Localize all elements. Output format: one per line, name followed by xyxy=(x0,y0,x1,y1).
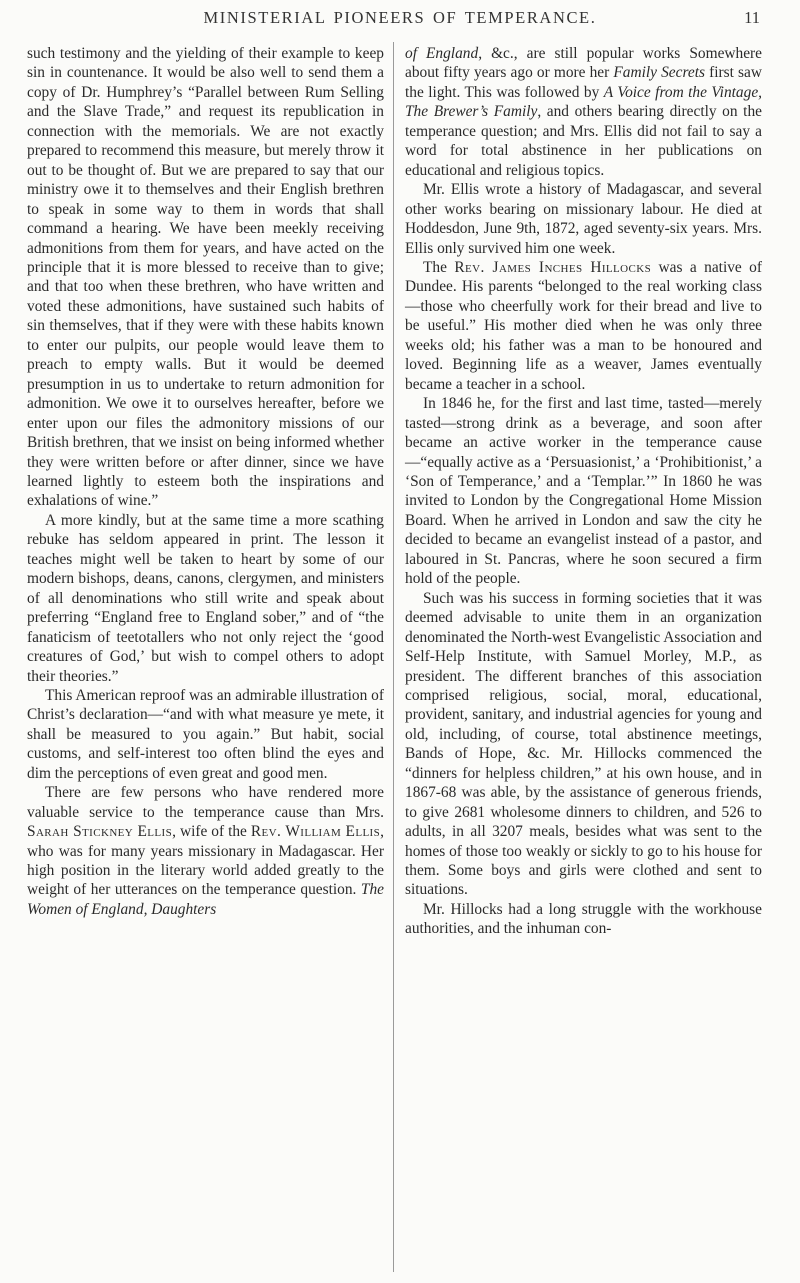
person-name: Rev. William Ellis xyxy=(250,823,381,841)
column-divider xyxy=(393,42,394,1272)
paragraph xyxy=(405,44,762,180)
paragraph: A more kindly, but at the same time a more scathing rebuke has seldom appeared in print. The lesson it teaches might well be taken to heart by some of our modern bishops, deans, canons, clergymen, and ministers of all denominations who still write and speak about preferring “England free to England sober,” and of “the fanaticism of teetotallers who not only reject the ‘good creatures of God,’ but wish to compel others to adopt their theories.” xyxy=(27,511,384,685)
text-run: first saw the light. This was followed by xyxy=(405,64,762,101)
person-name: Sarah Stickney Ellis xyxy=(27,823,173,841)
paragraph: Mr. Ellis wrote a history of Madagascar, and several other works bearing on missionary labour. He died at Hoddesdon, June 9th, 1872, aged seventy-six years. Mrs. Ellis only survived him one week. xyxy=(405,181,762,257)
text-run: There are few persons who have rendered more valuable service to the temperance cause than Mrs. xyxy=(27,784,384,821)
book-title: The Women of England, Daughters xyxy=(27,881,384,918)
page-number: 11 xyxy=(744,8,760,27)
text-run: , who was for many years missionary in Madagascar. Her high position in the literary world added greatly to the weight of her utterances on the temperance question. xyxy=(27,823,385,899)
text-run: , &c., are still popular works Somewhere about fifty years ago or more her xyxy=(405,45,762,82)
paragraph: Mr. Hillocks had a long struggle with the workhouse authorities, and the inhuman con- xyxy=(405,900,762,938)
person-name: Rev. James Inches Hillocks xyxy=(454,258,652,276)
book-title: of England xyxy=(405,45,479,62)
book-title: A Voice from the Vintage, The Brewer’s Family xyxy=(405,83,762,121)
text-run: , wife of the xyxy=(172,823,251,841)
paragraph: such testimony and the yielding of their example to keep sin in countenance. It would be also well to send them a copy of Dr. Humphrey’s “Parallel between Rum Selling and the Slave Trade,” and request its republication in connection with the memorials. We are not exactly prepared to recommend this measure, but merely throw it out to be thought of. But we are prepared to say that our ministry owe it to themselves and their English brethren to speak in some way to them in words that shall command a hearing. We have been meekly receiving admonitions from them for years, and have acted on the principle that it is more blessed to receive than to give; and that too when these brethren, who have written and voted these admonitions, have sustained such habits of sin themselves, that if they were with these habits known to enter our pulpits, our people would leave them to preach to empty walls. But it would be deemed presumption in us to undertake to return admonition for admonition. We owe it to ourselves hereafter, before we enter upon our files the admonitory missions of our British brethren, that we insist on being informed whether they were written before or after dinner, since we have learned lightly to esteem both the inspirations and exhalations of wine.” xyxy=(27,45,384,510)
paragraph xyxy=(405,258,762,394)
paragraph: Such was his success in forming societies that it was deemed advisable to unite them in an organization denominated the North-west Evangelistic Association and Self-Help Institute, with Samuel Morley, M.P., as president. The different branches of this association comprised religious, social, moral, educational, provident, sanitary, and industrial agencies for young and old, including, of course, total abstinence meetings, Bands of Hope, &c. Mr. Hillocks commenced the “dinners for helpless children,” at his own house, and in 1867-68 was able, by the assistance of generous friends, to give 2681 wholesome dinners to children, and 526 to adults, in all 3207 meals, besides what was sent to the homes of those too weakly or sickly to go to his house for them. Some boys and girls were clothed and sent to situations. xyxy=(405,589,762,899)
running-title: MINISTERIAL PIONEERS OF TEMPERANCE. xyxy=(203,8,597,27)
book-title: Family Secrets xyxy=(613,64,705,82)
right-column xyxy=(405,44,762,939)
text-run: was a native of Dundee. His parents “belonged to the real working class—those who cheerfully work for their bread and live to be useful.” His mother died when he was only three weeks old; his father was a man to be honoured and loved. Beginning life as a weaver, James eventually became a teacher in a school. xyxy=(405,258,762,393)
left-column xyxy=(27,44,384,919)
paragraph: This American reproof was an admirable illustration of Christ’s declaration—“and with what measure ye mete, it shall be measured to you again.” But habit, social customs, and self-interest too often blind the eyes and dim the perceptions of even great and good men. xyxy=(27,686,384,782)
paragraph: In 1846 he, for the first and last time, tasted—merely tasted—strong drink as a beverage, and soon after became an active worker in the temperance cause—“equally active as a ‘Persuasionist,’ a ‘Prohibitionist,’ a ‘Son of Temperance,’ and a ‘Templar.’” In 1860 he was invited to London by the Congregational Home Mission Board. When he arrived in London and saw the city he decided to became an evangelist instead of a pastor, and laboured in St. Pancras, where he soon secured a firm hold of the people. xyxy=(405,395,762,588)
text-run: , and others bearing directly on the temperance question; and Mrs. Ellis did not fail to say a word for total abstinence in her publications on educational and religious topics. xyxy=(405,103,762,179)
paragraph xyxy=(27,783,384,919)
text-run: The xyxy=(423,258,455,276)
